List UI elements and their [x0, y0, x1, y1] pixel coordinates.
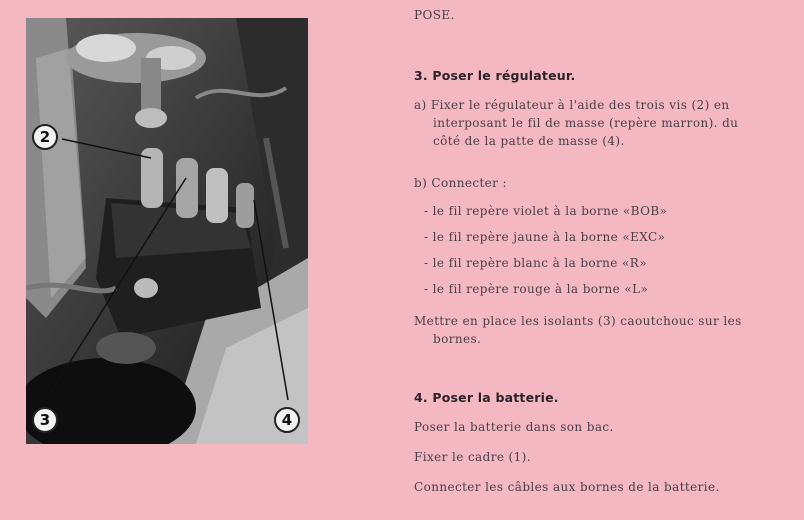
step4-line3: Connecter les câbles aux bornes de la batterie.: [414, 480, 720, 494]
photo-illustration: [26, 18, 308, 444]
wire-blanc: - le fil repère blanc à la borne «R»: [424, 256, 647, 270]
callout-2: 2: [32, 124, 58, 150]
step3a-line1: a) Fixer le régulateur à l'aide des trois vis (2) en: [414, 98, 730, 112]
pose-text: POSE.: [414, 8, 455, 22]
isolants-line1: Mettre en place les isolants (3) caoutchouc sur les: [414, 314, 742, 328]
wire-violet: - le fil repère violet à la borne «BOB»: [424, 204, 668, 218]
callout-4: 4: [274, 407, 300, 433]
step3b-text: b) Connecter :: [414, 176, 507, 190]
step4-line1: Poser la batterie dans son bac.: [414, 420, 614, 434]
step4-heading: 4. Poser la batterie.: [414, 390, 559, 405]
wire-jaune: - le fil repère jaune à la borne «EXC»: [424, 230, 666, 244]
isolants-line2: bornes.: [433, 332, 482, 346]
step3-heading: 3. Poser le régulateur.: [414, 68, 576, 83]
wire-rouge: - le fil repère rouge à la borne «L»: [424, 282, 649, 296]
step3a-line2: interposant le fil de masse (repère marron). du: [433, 116, 739, 130]
regulator-photo: [26, 18, 308, 444]
callout-3: 3: [32, 407, 58, 433]
step3a-line3: côté de la patte de masse (4).: [433, 134, 625, 148]
step4-line2: Fixer le cadre (1).: [414, 450, 531, 464]
